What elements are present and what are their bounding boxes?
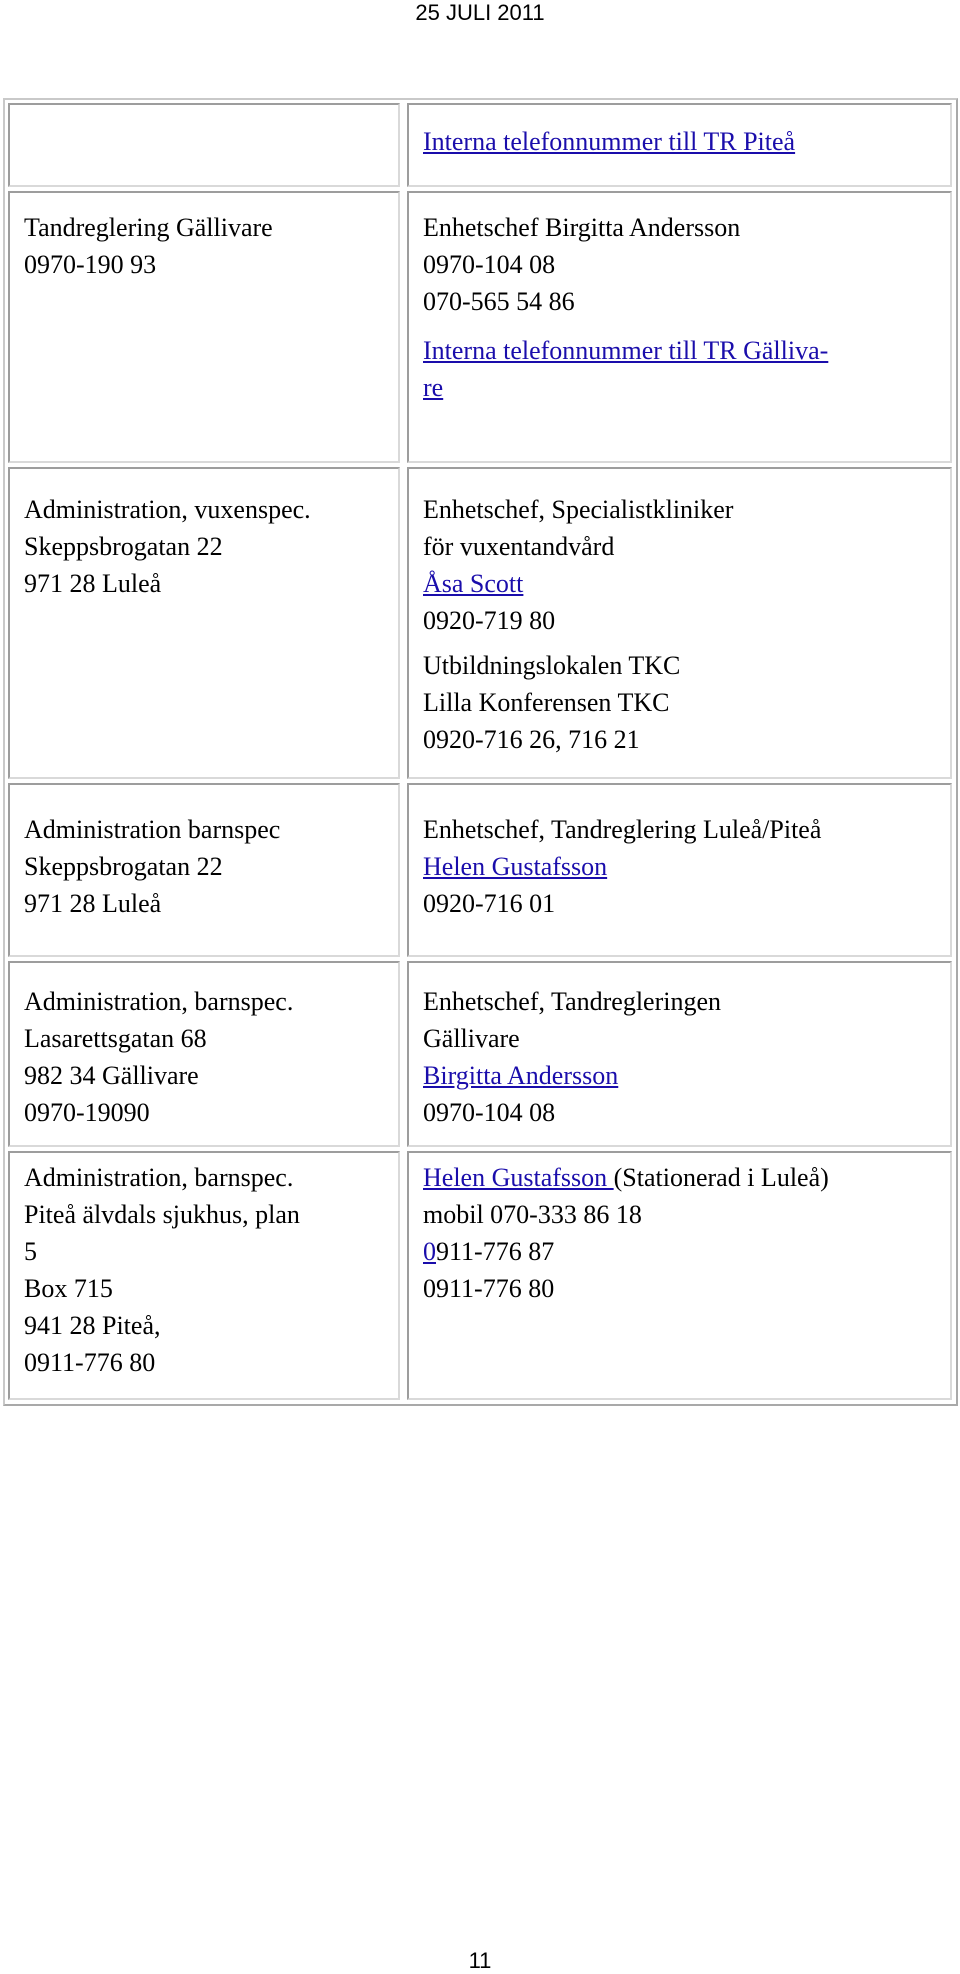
contact-phone: 0970-104 08 xyxy=(423,250,556,279)
internal-numbers-gallivare-link[interactable]: Interna telefonnummer till TR Gälliva- xyxy=(423,336,829,365)
table-cell-empty xyxy=(8,103,400,187)
address-street: Lasarettsgatan 68 xyxy=(24,1024,207,1053)
unit-phone: 0970-190 93 xyxy=(24,250,157,279)
table-cell xyxy=(8,961,400,1147)
address-street: Skeppsbrogatan 22 xyxy=(24,532,223,561)
table-cell xyxy=(407,191,952,463)
venue-phone: 0920-716 26, 716 21 xyxy=(423,725,640,754)
contact-phone: 0920-716 01 xyxy=(423,889,556,918)
internal-numbers-pitea-link[interactable]: Interna telefonnummer till TR Piteå xyxy=(423,127,796,156)
venue-name: Utbildningslokalen TKC xyxy=(423,651,681,680)
address-postal: 971 28 Luleå xyxy=(24,889,162,918)
contact-phone-2: 0911-776 80 xyxy=(423,1274,555,1303)
address-postal: 971 28 Luleå xyxy=(24,569,162,598)
table-cell xyxy=(8,467,400,779)
address-title: Administration, barnspec. xyxy=(24,987,294,1016)
address-title: Administration, vuxenspec. xyxy=(24,495,311,524)
table-cell xyxy=(8,783,400,957)
contact-phone-1 xyxy=(423,1233,936,1270)
contact-mobile: 070-565 54 86 xyxy=(423,287,575,316)
contact-line xyxy=(423,1159,936,1196)
table-cell xyxy=(407,783,952,957)
address-building: Piteå älvdals sjukhus, plan xyxy=(24,1200,300,1229)
helen-gustafsson-link[interactable]: Helen Gustafsson xyxy=(423,852,608,881)
contact-title-cont: för vuxentandvård xyxy=(423,532,615,561)
internal-numbers-gallivare-link-cont[interactable]: re xyxy=(423,373,444,402)
address-title: Administration barnspec xyxy=(24,815,281,844)
address-postal: 982 34 Gällivare xyxy=(24,1061,199,1090)
unit-name: Tandreglering Gällivare xyxy=(24,213,273,242)
table-cell xyxy=(8,191,400,463)
address-phone: 0911-776 80 xyxy=(24,1348,156,1377)
address-postal: 941 28 Piteå, xyxy=(24,1311,161,1340)
phone-link[interactable]: 0 xyxy=(423,1237,436,1266)
address-phone: 0970-19090 xyxy=(24,1098,150,1127)
address-box: Box 715 xyxy=(24,1274,113,1303)
contact-title: Enhetschef, Specialistkliniker xyxy=(423,495,734,524)
table-cell xyxy=(8,1151,400,1400)
contact-title: Enhetschef, Tandreglering Luleå/Piteå xyxy=(423,815,822,844)
page-header-date: 25 JULI 2011 xyxy=(415,0,545,25)
birgitta-andersson-link[interactable]: Birgitta Andersson xyxy=(423,1061,619,1090)
contact-title-cont: Gällivare xyxy=(423,1024,520,1053)
venue-room: Lilla Konferensen TKC xyxy=(423,688,670,717)
address-street: Skeppsbrogatan 22 xyxy=(24,852,223,881)
phone-rest: 911-776 87 xyxy=(436,1237,555,1266)
asa-scott-link[interactable]: Åsa Scott xyxy=(423,569,524,598)
table-cell xyxy=(407,467,952,779)
contact-phone: 0970-104 08 xyxy=(423,1098,556,1127)
page-number: 11 xyxy=(468,1948,492,1973)
contact-title: Enhetschef Birgitta Andersson xyxy=(423,213,741,242)
contact-phone: 0920-719 80 xyxy=(423,606,556,635)
address-title: Administration, barnspec. xyxy=(24,1163,294,1192)
table-cell xyxy=(407,103,952,187)
station-note: (Stationerad i Luleå) xyxy=(613,1163,829,1192)
address-floor: 5 xyxy=(24,1237,37,1266)
contact-title: Enhetschef, Tandregleringen xyxy=(423,987,722,1016)
helen-gustafsson-link[interactable]: Helen Gustafsson xyxy=(423,1163,614,1192)
table-cell xyxy=(407,1151,952,1400)
table-cell xyxy=(407,961,952,1147)
contact-mobile: mobil 070-333 86 18 xyxy=(423,1200,642,1229)
